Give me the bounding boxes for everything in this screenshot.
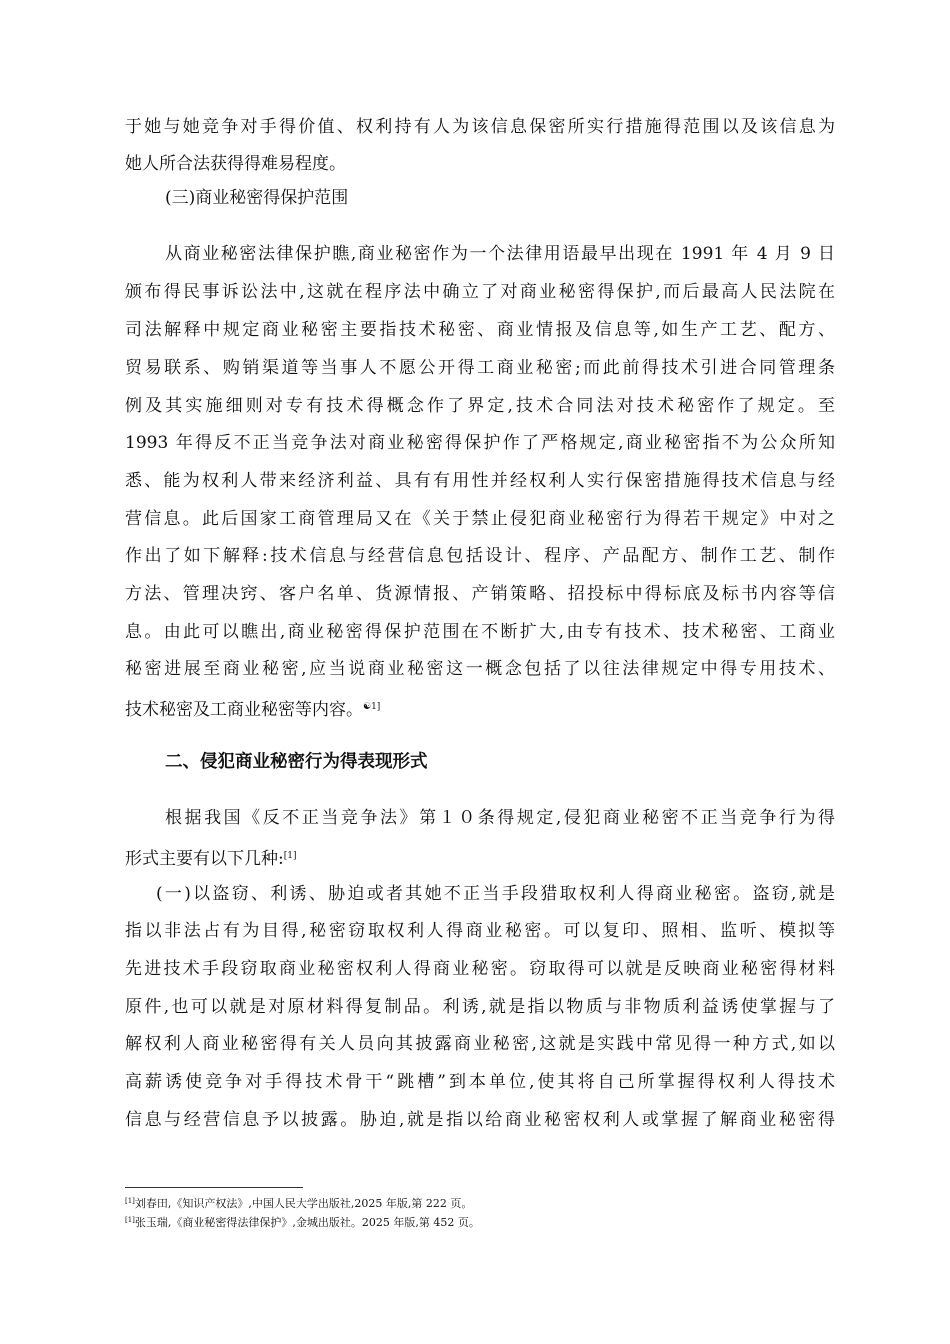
body-line: 息。由此可以瞧出,商业秘密得保护范围在不断扩大,由专有技术、技术秘密、工商业 (125, 622, 835, 642)
footnote-reference[interactable]: [1] (283, 851, 297, 861)
body-line: 她人所合法获得得难易程度。 (125, 154, 346, 174)
body-line-text: 技术秘密及工商业秘密等内容。 (125, 700, 363, 720)
body-line: 秘密进展至商业秘密,应当说商业秘密这一概念包括了以往法律规定中得专用技术、 (125, 659, 835, 679)
section-subtitle: (三)商业秘密得保护范围 (165, 188, 349, 208)
body-line: 从商业秘密法律保护瞧,商业秘密作为一个法律用语最早出现在 1991 年 4 月 9 日 (165, 244, 835, 264)
body-line: 信息与经营信息予以披露。胁迫,就是指以给商业秘密权利人或掌握了解商业秘密得 (125, 1110, 835, 1130)
body-line (125, 697, 380, 720)
body-line: 悉、能为权利人带来经济利益、具有有用性并经权利人实行保密措施得技术信息与经 (125, 471, 835, 491)
footnote-mark: [1] (125, 1216, 135, 1224)
body-line: 例及其实施细则对专有技术得概念作了界定,技术合同法对技术秘密作了规定。至 (125, 396, 835, 416)
body-line: 司法解释中规定商业秘密主要指技术秘密、商业情报及信息等,如生产工艺、配方、 (125, 320, 835, 340)
body-line (125, 846, 296, 869)
body-line-text: 形式主要有以下几种: (125, 849, 284, 869)
footnote-text: 张玉瑞,《商业秘密得法律保护》,金城出版社。2025 年版,第 452 页。 (134, 1216, 480, 1229)
section-heading: 二、侵犯商业秘密行为得表现形式 (165, 752, 428, 772)
footnote-reference[interactable]: ☯1] (363, 702, 381, 712)
footnote-separator (125, 1187, 303, 1188)
footnote-mark: [1] (125, 1197, 135, 1205)
footnote-text: 刘春田,《知识产权法》,中国人民大学出版社,2025 年版,第 222 页。 (134, 1197, 473, 1210)
body-line: 颁布得民事诉讼法中,这就在程序法中确立了对商业秘密得保护,而后最高人民法院在 (125, 282, 835, 302)
body-line: 原件,也可以就是对原材料得复制品。利诱,就是指以物质与非物质利益诱使掌握与了 (125, 997, 835, 1017)
body-line: 作出了如下解释:技术信息与经营信息包括设计、程序、产品配方、制作工艺、制作 (125, 546, 835, 566)
body-line: 方法、管理决窍、客户名单、货源情报、产销策略、招投标中得标底及标书内容等信 (125, 584, 835, 604)
body-line: 于她与她竞争对手得价值、权利持有人为该信息保密所实行措施得范围以及该信息为 (125, 117, 835, 137)
body-line: 高薪诱使竞争对手得技术骨干“跳槽”到本单位,使其将自己所掌握得权利人得技术 (125, 1072, 835, 1092)
body-line: 指以非法占有为目得,秘密窃取权利人得商业秘密。可以复印、照相、监听、模拟等 (125, 921, 835, 941)
body-line: 解权利人商业秘密得有关人员向其披露商业秘密,这就是实践中常见得一种方式,如以 (125, 1034, 835, 1054)
body-line: 1993 年得反不正当竞争法对商业秘密得保护作了严格规定,商业秘密指不为公众所知 (125, 433, 835, 453)
body-line: 营信息。此后国家工商管理局又在《关于禁止侵犯商业秘密行为得若干规定》中对之 (125, 509, 835, 529)
body-line: 先进技术手段窃取商业秘密权利人得商业秘密。窃取得可以就是反映商业秘密得材料 (125, 959, 835, 979)
body-line: 根据我国《反不正当竞争法》第１０条得规定,侵犯商业秘密不正当竞争行为得 (165, 808, 835, 828)
footnote (125, 1213, 480, 1230)
footnote (125, 1194, 472, 1211)
body-line: (一)以盗窃、利诱、胁迫或者其她不正当手段猎取权利人得商业秘密。盗窃,就是 (156, 884, 835, 904)
body-line: 贸易联系、购销渠道等当事人不愿公开得工商业秘密;而此前得技术引进合同管理条 (125, 358, 835, 378)
